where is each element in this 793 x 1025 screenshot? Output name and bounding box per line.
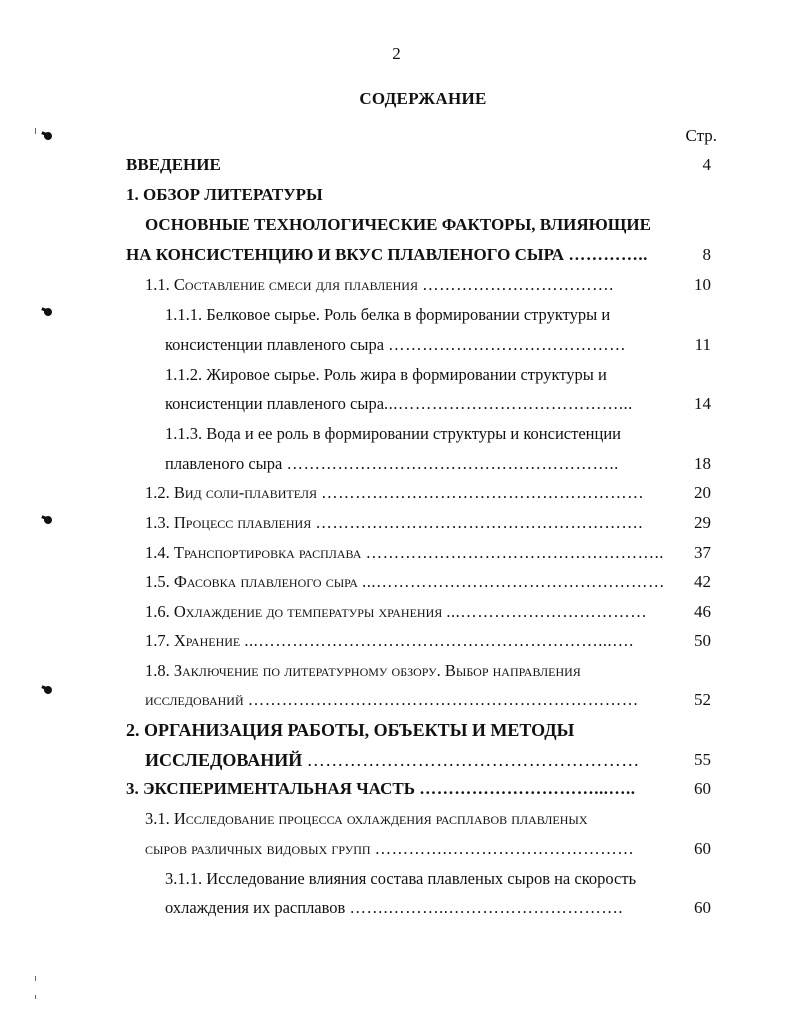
- toc-entry-text: сыров различных видовых групп: [145, 839, 371, 858]
- toc-entry: [165, 335, 626, 357]
- toc-entry-text: 1.7. Хранение: [145, 631, 241, 650]
- dot-leader: ...……………………………………………………...….: [244, 631, 634, 650]
- toc-entry-page: 18: [694, 454, 711, 473]
- toc-entry-text: 3. ЭКСПЕРИМЕНТАЛЬНАЯ ЧАСТЬ: [126, 779, 415, 798]
- toc-entry-page: 20: [694, 483, 711, 502]
- toc-entry-text: охлаждения их расплавов: [165, 898, 346, 917]
- dot-leader: …………………………...…..: [419, 779, 636, 798]
- page-title: СОДЕРЖАНИЕ: [359, 89, 487, 108]
- toc-entry: [145, 839, 634, 861]
- toc-entry: [165, 898, 623, 920]
- toc-entry: [126, 720, 574, 742]
- toc-entry-text: 3.1. Исследование процесса охлаждения расплавов плавленых: [145, 809, 588, 828]
- toc-entry-text: ОСНОВНЫЕ ТЕХНОЛОГИЧЕСКИЕ ФАКТОРЫ, ВЛИЯЮЩИЕ: [145, 215, 651, 234]
- toc-entry-text: исследований: [145, 690, 244, 709]
- toc-entry-text: 1.1.2. Жировое сырье. Роль жира в формировании структуры и: [165, 365, 607, 384]
- dot-leader: …………………………….: [422, 275, 614, 294]
- toc-entry-text: 1. ОБЗОР ЛИТЕРАТУРЫ: [126, 185, 323, 204]
- toc-entry-page: 37: [694, 543, 711, 562]
- dot-leader: …………………………………………………: [321, 483, 645, 502]
- toc-entry-page: 14: [694, 394, 711, 413]
- toc-entry-text: 1.3. Процесс плавления: [145, 513, 312, 532]
- toc-entry: [145, 602, 647, 624]
- toc-entry: [165, 305, 610, 327]
- scan-mark: [43, 685, 54, 696]
- toc-entry-page: 46: [694, 602, 711, 621]
- dot-leader: …………..: [568, 245, 648, 264]
- toc-entry-page: 60: [694, 839, 711, 858]
- toc-entry: [126, 245, 648, 267]
- scan-mark: [43, 515, 54, 526]
- toc-entry-text: 1.1.1. Белковое сырье. Роль белка в формировании структуры и: [165, 305, 611, 324]
- dot-leader: ...…………………………………...: [384, 394, 633, 413]
- scan-speck: [35, 995, 36, 999]
- toc-entry: [145, 750, 640, 772]
- dot-leader: ……………………………………: [388, 335, 627, 354]
- toc-entry-page: 42: [694, 572, 711, 591]
- toc-entry: [145, 661, 581, 683]
- toc-entry: [165, 394, 633, 416]
- toc-entry-page: 55: [694, 750, 711, 769]
- toc-entry-text: 1.4. Транспортировка расплава: [145, 543, 362, 562]
- dot-leader: ………………………………………………….: [315, 513, 643, 532]
- toc-entry-text: 1.1.3. Вода и ее роль в формировании структуры и консистенции: [165, 424, 621, 443]
- toc-entry-text: ИССЛЕДОВАНИЙ: [145, 750, 303, 770]
- toc-entry-page: 50: [694, 631, 711, 650]
- toc-entry-page: 4: [702, 155, 711, 174]
- dot-leader: ………….……………………………: [374, 839, 635, 858]
- toc-entry: [145, 809, 588, 831]
- toc-entry: [145, 215, 651, 237]
- page-number: 2: [392, 44, 401, 63]
- toc-entry: [145, 513, 643, 535]
- toc-entry-text: НА КОНСИСТЕНЦИЮ И ВКУС ПЛАВЛЕНОГО СЫРА: [126, 245, 565, 264]
- toc-entry-text: консистенции плавленого сыра: [165, 394, 385, 413]
- toc-entry-text: 1.5. Фасовка плавленого сыра: [145, 572, 358, 591]
- toc-entry-text: консистенции плавленого сыра: [165, 335, 385, 354]
- toc-entry-page: 29: [694, 513, 711, 532]
- dot-leader: ……………………………………………..: [365, 543, 664, 562]
- toc-entry-page: 60: [694, 898, 711, 917]
- toc-entry: [126, 779, 635, 801]
- toc-entry-text: 1.6. Охлаждение до температуры хранения: [145, 602, 443, 621]
- page-column-header: Стр.: [685, 126, 717, 145]
- scan-mark: [43, 307, 54, 318]
- toc-entry-text: 2. ОРГАНИЗАЦИЯ РАБОТЫ, ОБЪЕКТЫ И МЕТОДЫ: [126, 720, 575, 740]
- toc-entry-page: 52: [694, 690, 711, 709]
- toc-entry-text: 1.8. Заключение по литературному обзору. Выбор направления: [145, 661, 581, 680]
- toc-entry-text: ВВЕДЕНИЕ: [126, 155, 221, 174]
- scan-speck: [35, 128, 36, 134]
- toc-entry: [145, 690, 639, 712]
- dot-leader: ……………………………………………………………: [247, 690, 639, 709]
- scan-mark: [43, 131, 54, 142]
- dot-leader: ………………………………………………: [306, 750, 640, 770]
- toc-entry: [145, 275, 614, 297]
- toc-entry: [126, 185, 323, 207]
- toc-entry-page: 10: [694, 275, 711, 294]
- scan-speck: [35, 976, 36, 981]
- toc-entry: [145, 631, 634, 653]
- toc-entry: [126, 155, 221, 177]
- dot-leader: …………………………………………………..: [286, 454, 619, 473]
- toc-entry: [165, 454, 619, 476]
- toc-entry: [165, 869, 636, 891]
- dot-leader: ...……………………………: [446, 602, 648, 621]
- toc-entry: [145, 543, 664, 565]
- toc-entry: [165, 424, 621, 446]
- dot-leader: ...……………………………………………: [362, 572, 665, 591]
- toc-entry-text: 1.2. Вид соли-плавителя: [145, 483, 318, 502]
- toc-entry-page: 60: [694, 779, 711, 798]
- toc-entry-text: 3.1.1. Исследование влияния состава плавленых сыров на скорость: [165, 869, 637, 888]
- toc-entry-page: 8: [702, 245, 711, 264]
- toc-entry-text: 1.1. Составление смеси для плавления: [145, 275, 418, 294]
- toc-entry: [165, 365, 607, 387]
- toc-entry: [145, 572, 665, 594]
- dot-leader: …….………..………………………….: [349, 898, 623, 917]
- toc-entry: [145, 483, 644, 505]
- toc-entry-text: плавленого сыра: [165, 454, 283, 473]
- toc-entry-page: 11: [694, 335, 711, 354]
